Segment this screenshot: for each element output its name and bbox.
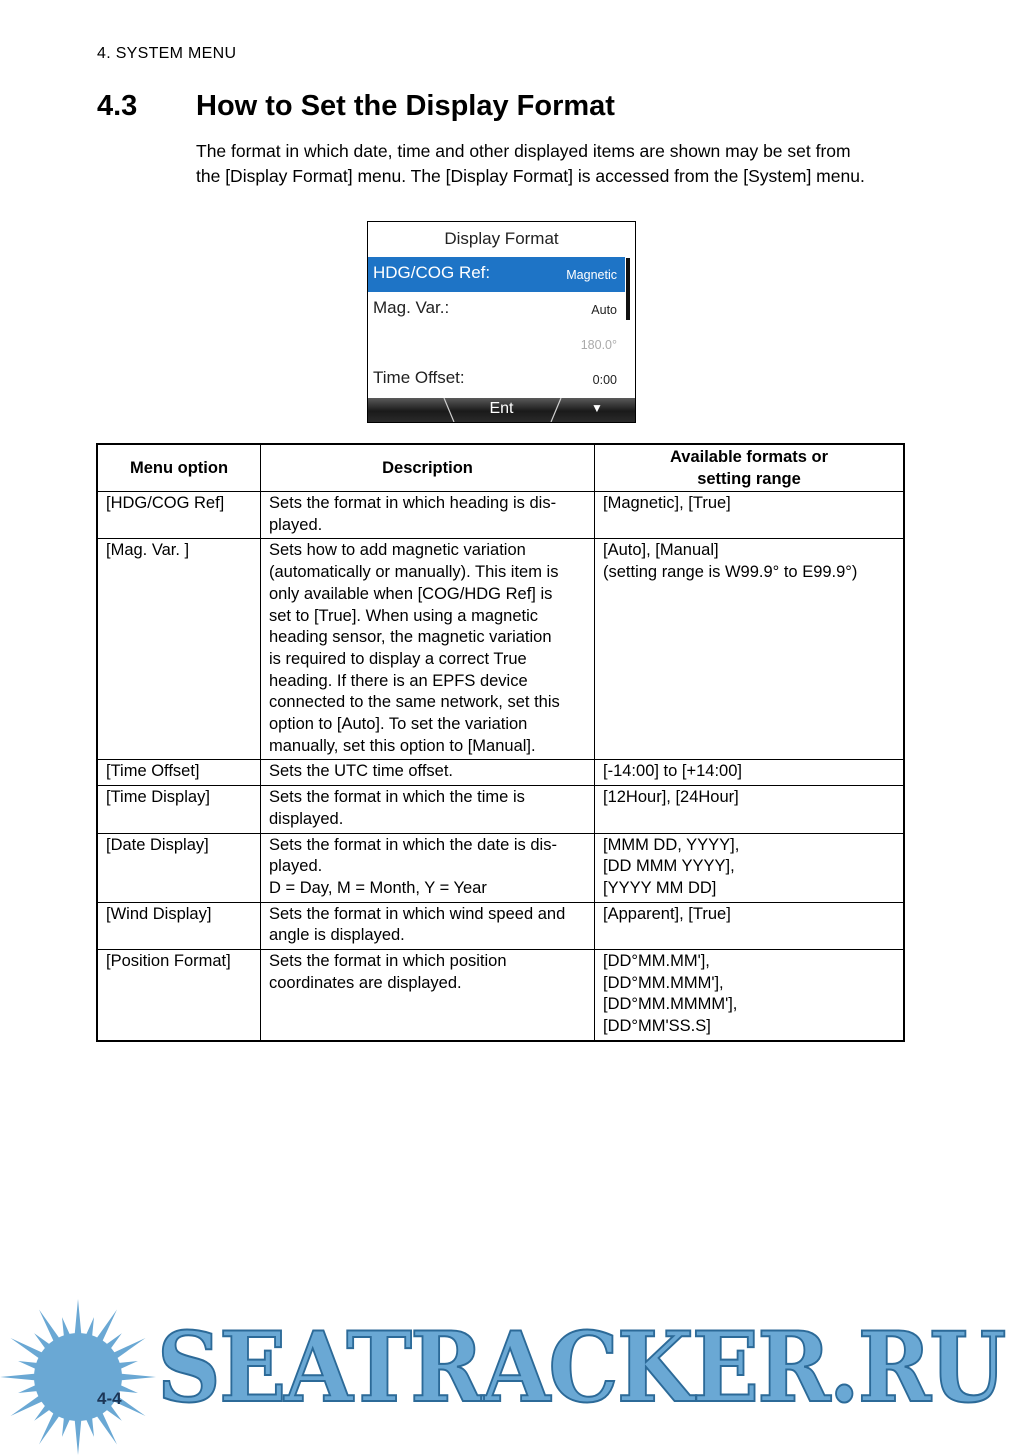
cell-range: [12Hour], [24Hour] <box>595 786 905 833</box>
cell-description: Sets the format in which the time is displayed. <box>261 786 595 833</box>
menu-row-hdg-cog-ref[interactable] <box>368 257 625 292</box>
menu-row-value: 0:00 <box>592 373 617 387</box>
section-number: 4.3 <box>97 90 138 122</box>
cell-range: [-14:00] to [+14:00] <box>595 760 905 786</box>
table-row <box>97 760 904 786</box>
cell-option: [Time Display] <box>97 786 261 833</box>
softkey-bar <box>368 398 635 422</box>
header-description: Description <box>261 444 595 492</box>
cell-description: Sets the format in which position coordinates are displayed. <box>261 950 595 1041</box>
menu-row-mag-var-value[interactable] <box>368 327 625 362</box>
down-arrow-icon[interactable]: ▼ <box>591 401 603 415</box>
intro-line-2: the [Display Format] menu. The [Display Format] is accessed from the [System] menu. <box>196 166 865 186</box>
cell-option: [Wind Display] <box>97 902 261 949</box>
table-row <box>97 833 904 902</box>
cell-option: [HDG/COG Ref] <box>97 492 261 539</box>
cell-description: Sets the UTC time offset. <box>261 760 595 786</box>
cell-option: [Date Display] <box>97 833 261 902</box>
screen-title: Display Format <box>444 229 559 248</box>
display-format-screen <box>367 221 636 423</box>
cell-option: [Position Format] <box>97 950 261 1041</box>
menu-row-label: HDG/COG Ref: <box>373 263 491 282</box>
menu-row-mag-var[interactable] <box>368 292 625 327</box>
table-row <box>97 902 904 949</box>
cell-option: [Mag. Var. ] <box>97 539 261 760</box>
display-format-table <box>96 443 905 1042</box>
section-title: How to Set the Display Format <box>196 90 615 122</box>
cell-range: [Auto], [Manual] (setting range is W99.9° to E99.9°) <box>595 539 905 760</box>
table-header-row <box>97 444 904 492</box>
menu-row-label: Time Offset: <box>373 368 465 387</box>
cell-range: [Magnetic], [True] <box>595 492 905 539</box>
cell-description: Sets how to add magnetic variation (automatically or manually). This item is only available when [COG/HDG Ref] is set to [True]. When using a magnetic heading sensor, the magnetic variation is required to display a correct True heading. If there is an EPFS device connected to the same network, set this option to [Auto]. To set the variation manually, set this option to [Manual]. <box>261 539 595 760</box>
cell-range: [DD°MM.MM'], [DD°MM.MMM'], [DD°MM.MMMM'], [DD°MM'SS.S] <box>595 950 905 1041</box>
scrollbar[interactable] <box>626 258 630 320</box>
menu-row-value: Auto <box>591 303 617 317</box>
menu-row-value: Magnetic <box>566 268 617 282</box>
page-number: 4-4 <box>97 1389 122 1408</box>
cell-description: Sets the format in which heading is dis- played. <box>261 492 595 539</box>
cell-range: [MMM DD, YYYY], [DD MMM YYYY], [YYYY MM DD] <box>595 833 905 902</box>
watermark-text: SEATRACKER.RU <box>157 1311 1005 1424</box>
cell-range: [Apparent], [True] <box>595 902 905 949</box>
cell-description: Sets the format in which wind speed and angle is displayed. <box>261 902 595 949</box>
sun-logo-icon <box>0 1297 160 1455</box>
menu-row-value: 180.0° <box>580 338 617 352</box>
intro-line-1: The format in which date, time and other displayed items are shown may be set from <box>196 141 851 161</box>
cell-option: [Time Offset] <box>97 760 261 786</box>
intro-paragraph <box>196 139 916 189</box>
ent-softkey[interactable]: Ent <box>489 400 514 417</box>
table-row <box>97 539 904 760</box>
menu-row-time-offset[interactable] <box>368 362 625 397</box>
header-available-formats: Available formats or setting range <box>595 444 905 492</box>
menu-row-label: Mag. Var.: <box>373 298 450 317</box>
table-row <box>97 492 904 539</box>
cell-description: Sets the format in which the date is dis- played. D = Day, M = Month, Y = Year <box>261 833 595 902</box>
header-menu-option: Menu option <box>97 444 261 492</box>
table-row <box>97 950 904 1041</box>
table-row <box>97 786 904 833</box>
running-head: 4. SYSTEM MENU <box>97 45 237 62</box>
